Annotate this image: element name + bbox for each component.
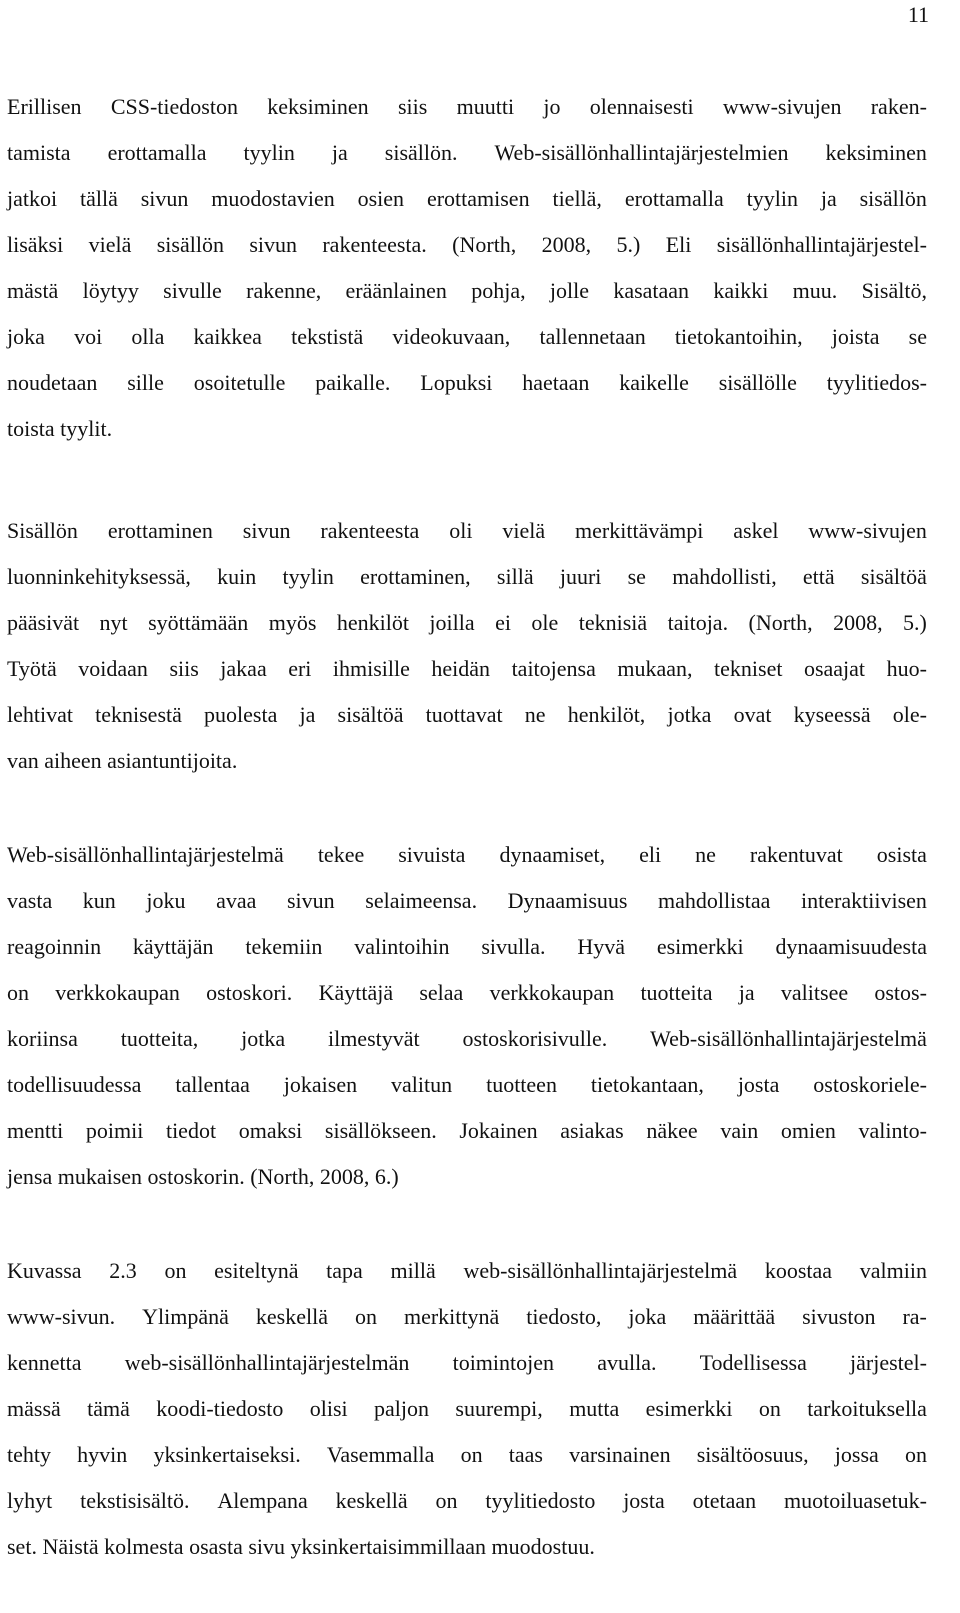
text-line: tamista erottamalla tyylin ja sisällön. Web-sisällönhallintajärjestelmien keksiminen bbox=[7, 140, 927, 165]
paragraph-spacer bbox=[7, 784, 927, 832]
text-line: jensa mukaisen ostoskorin. (North, 2008, 6.) bbox=[7, 1164, 399, 1189]
text-line: noudetaan sille osoitetulle paikalle. Lopuksi haetaan kaikelle sisällölle tyylitiedos- bbox=[7, 370, 927, 395]
page-number: 11 bbox=[907, 2, 929, 27]
text-line: koriinsa tuotteita, jotka ilmestyvät ostoskorisivulle. Web-sisällönhallintajärjestelmä bbox=[7, 1026, 927, 1051]
text-line: todellisuudessa tallentaa jokaisen valitun tuotteen tietokantaan, josta ostoskoriele- bbox=[7, 1072, 927, 1097]
text-line: toista tyylit. bbox=[7, 416, 113, 441]
text-line: van aiheen asiantuntijoita. bbox=[7, 748, 238, 773]
text-line: mästä löytyy sivulle rakenne, eräänlainen pohja, jolle kasataan kaikki muu. Sisältö, bbox=[7, 278, 927, 303]
text-line: lehtivat teknisestä puolesta ja sisältöä tuottavat ne henkilöt, jotka ovat kyseessä ole- bbox=[7, 702, 927, 727]
text-line: www-sivun. Ylimpänä keskellä on merkittynä tiedosto, joka määrittää sivuston ra- bbox=[7, 1304, 927, 1329]
text-line: Erillisen CSS-tiedoston keksiminen siis muutti jo olennaisesti www-sivujen raken- bbox=[7, 94, 927, 119]
text-line: Kuvassa 2.3 on esiteltynä tapa millä web-sisällönhallintajärjestelmä koostaa valmiin bbox=[7, 1258, 927, 1283]
paragraph-1 bbox=[7, 84, 927, 452]
paragraph-3 bbox=[7, 832, 927, 1200]
text-line: pääsivät nyt syöttämään myös henkilöt joilla ei ole teknisiä taitoja. (North, 2008, 5.) bbox=[7, 610, 927, 635]
document-body bbox=[7, 84, 927, 1570]
text-line: kennetta web-sisällönhallintajärjestelmän toimintojen avulla. Todellisessa järjestel- bbox=[7, 1350, 927, 1375]
text-line: lisäksi vielä sisällön sivun rakenteesta. (North, 2008, 5.) Eli sisällönhallintajärjestel- bbox=[7, 232, 927, 257]
text-line: mässä tämä koodi-tiedosto olisi paljon suurempi, mutta esimerkki on tarkoituksella bbox=[7, 1396, 927, 1421]
text-line: vasta kun joku avaa sivun selaimeensa. Dynaamisuus mahdollistaa interaktiivisen bbox=[7, 888, 927, 913]
text-line: on verkkokaupan ostoskori. Käyttäjä selaa verkkokaupan tuotteita ja valitsee ostos- bbox=[7, 980, 927, 1005]
text-line: Web-sisällönhallintajärjestelmä tekee sivuista dynaamiset, eli ne rakentuvat osista bbox=[7, 842, 927, 867]
text-line: lyhyt tekstisisältö. Alempana keskellä on tyylitiedosto josta otetaan muotoiluasetuk- bbox=[7, 1488, 927, 1513]
text-line: tehty hyvin yksinkertaiseksi. Vasemmalla on taas varsinainen sisältöosuus, jossa on bbox=[7, 1442, 927, 1467]
text-line: joka voi olla kaikkea tekstistä videokuvaan, tallennetaan tietokantoihin, joista se bbox=[7, 324, 927, 349]
paragraph-4 bbox=[7, 1248, 927, 1570]
text-line: luonninkehityksessä, kuin tyylin erottaminen, sillä juuri se mahdollisti, että sisältöä bbox=[7, 564, 927, 589]
text-line: Sisällön erottaminen sivun rakenteesta oli vielä merkittävämpi askel www-sivujen bbox=[7, 518, 927, 543]
paragraph-spacer bbox=[7, 452, 927, 508]
paragraph-2 bbox=[7, 508, 927, 784]
text-line: mentti poimii tiedot omaksi sisällökseen. Jokainen asiakas näkee vain omien valinto- bbox=[7, 1118, 927, 1143]
text-line: Työtä voidaan siis jakaa eri ihmisille heidän taitojensa mukaan, tekniset osaajat huo- bbox=[7, 656, 927, 681]
paragraph-spacer bbox=[7, 1200, 927, 1248]
text-line: reagoinnin käyttäjän tekemiin valintoihin sivulla. Hyvä esimerkki dynaamisuudesta bbox=[7, 934, 927, 959]
text-line: set. Näistä kolmesta osasta sivu yksinkertaisimmillaan muodostuu. bbox=[7, 1534, 595, 1559]
text-line: jatkoi tällä sivun muodostavien osien erottamisen tiellä, erottamalla tyylin ja sisällön bbox=[7, 186, 927, 211]
